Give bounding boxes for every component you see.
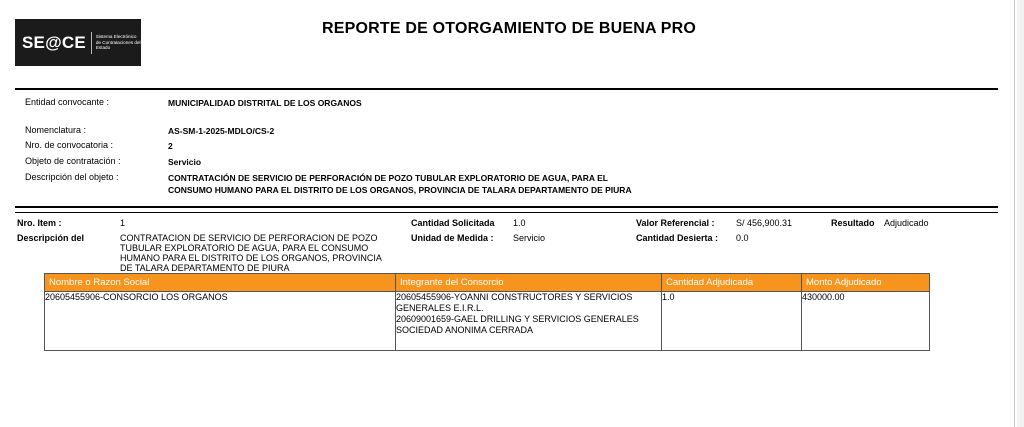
adjudicacion-table — [44, 273, 930, 351]
table-header-row — [45, 274, 930, 292]
cantidad-desierta-label: Cantidad Desierta : — [636, 233, 719, 243]
logo-brand: SE@CE — [22, 32, 86, 52]
cell-monto: 430000.00 — [802, 292, 930, 351]
header-divider-bottom — [15, 206, 998, 208]
item-divider — [15, 212, 998, 213]
convocatoria-label: Nro. de convocatoria : — [25, 140, 114, 150]
item-descripcion-line: TUBULAR EXPLORATORIO DE AGUA, PARA EL CONSUMO — [120, 243, 369, 253]
descripcion-objeto-value — [168, 172, 632, 196]
objeto-label: Objeto de contratación : — [25, 156, 121, 166]
integrante-line: GENERALES E.I.R.L. — [396, 303, 484, 313]
cantidad-solicitada-label: Cantidad Solicitada — [411, 218, 495, 228]
logo-divider — [91, 32, 92, 54]
descripcion-objeto-line: CONSUMO HUMANO PARA EL DISTRITO DE LOS ORGANOS, PROVINCIA DE TALARA DEPARTAMENTO DE PIURA — [168, 185, 632, 195]
valor-referencial-label: Valor Referencial : — [636, 218, 715, 228]
item-descripcion-label: Descripción del — [17, 233, 85, 243]
item-descripcion-line: CONTRATACION DE SERVICIO DE PERFORACION DE POZO — [120, 233, 378, 243]
descripcion-objeto-line: CONTRATACIÓN DE SERVICIO DE PERFORACIÓN DE POZO TUBULAR EXPLORATORIO DE AGUA, PARA EL — [168, 173, 608, 183]
item-descripcion-value — [120, 233, 382, 273]
col-header-integrante: Integrante del Consorcio — [396, 274, 662, 292]
integrante-line: SOCIEDAD ANONIMA CERRADA — [396, 325, 534, 335]
logo-tagline: Sistema Electrónico de Contrataciones del Estado — [95, 34, 141, 51]
col-header-razon-social: Nombre o Razon Social — [45, 274, 396, 292]
entidad-value: MUNICIPALIDAD DISTRITAL DE LOS ORGANOS — [168, 98, 362, 108]
cantidad-solicitada-value: 1.0 — [513, 218, 526, 228]
cantidad-desierta-value: 0.0 — [736, 233, 749, 243]
col-header-cantidad: Cantidad Adjudicada — [662, 274, 802, 292]
nro-item-label: Nro. Item : — [17, 218, 62, 228]
integrante-line: 20609001659-GAEL DRILLING Y SERVICIOS GENERALES — [396, 314, 639, 324]
seace-logo — [15, 19, 141, 66]
cell-integrante — [396, 292, 662, 351]
nro-item-value: 1 — [120, 218, 126, 228]
scrollbar-track[interactable] — [1017, 0, 1024, 427]
convocatoria-value: 2 — [168, 141, 173, 151]
resultado-label: Resultado — [831, 218, 875, 228]
item-descripcion-line: DE TALARA DEPARTAMENTO DE PIURA — [120, 263, 290, 273]
cell-razon-social: 20605455906-CONSORCIO LOS ORGANOS — [45, 292, 396, 351]
table-row — [45, 292, 930, 351]
cell-cantidad: 1.0 — [662, 292, 802, 351]
unidad-medida-value: Servicio — [513, 233, 546, 243]
entidad-label: Entidad convocante : — [25, 97, 110, 107]
integrante-line: 20605455906-YOANNI CONSTRUCTORES Y SERVICIOS — [396, 292, 633, 302]
nomenclatura-value: AS-SM-1-2025-MDLO/CS-2 — [168, 126, 275, 136]
report-title: REPORTE DE OTORGAMIENTO DE BUENA PRO — [322, 20, 697, 37]
valor-referencial-value: S/ 456,900.31 — [736, 218, 793, 228]
resultado-value: Adjudicado — [884, 218, 929, 228]
descripcion-objeto-label: Descripción del objeto : — [25, 172, 119, 182]
item-descripcion-line: HUMANO PARA EL DISTRITO DE LOS ORGANOS, PROVINCIA — [120, 253, 382, 263]
header-divider-top — [15, 88, 998, 90]
page-edge — [1014, 0, 1015, 427]
nomenclatura-label: Nomenclatura : — [25, 125, 87, 135]
unidad-medida-label: Unidad de Medida : — [411, 233, 494, 243]
col-header-monto: Monto Adjudicado — [802, 274, 930, 292]
objeto-value: Servicio — [168, 157, 202, 167]
